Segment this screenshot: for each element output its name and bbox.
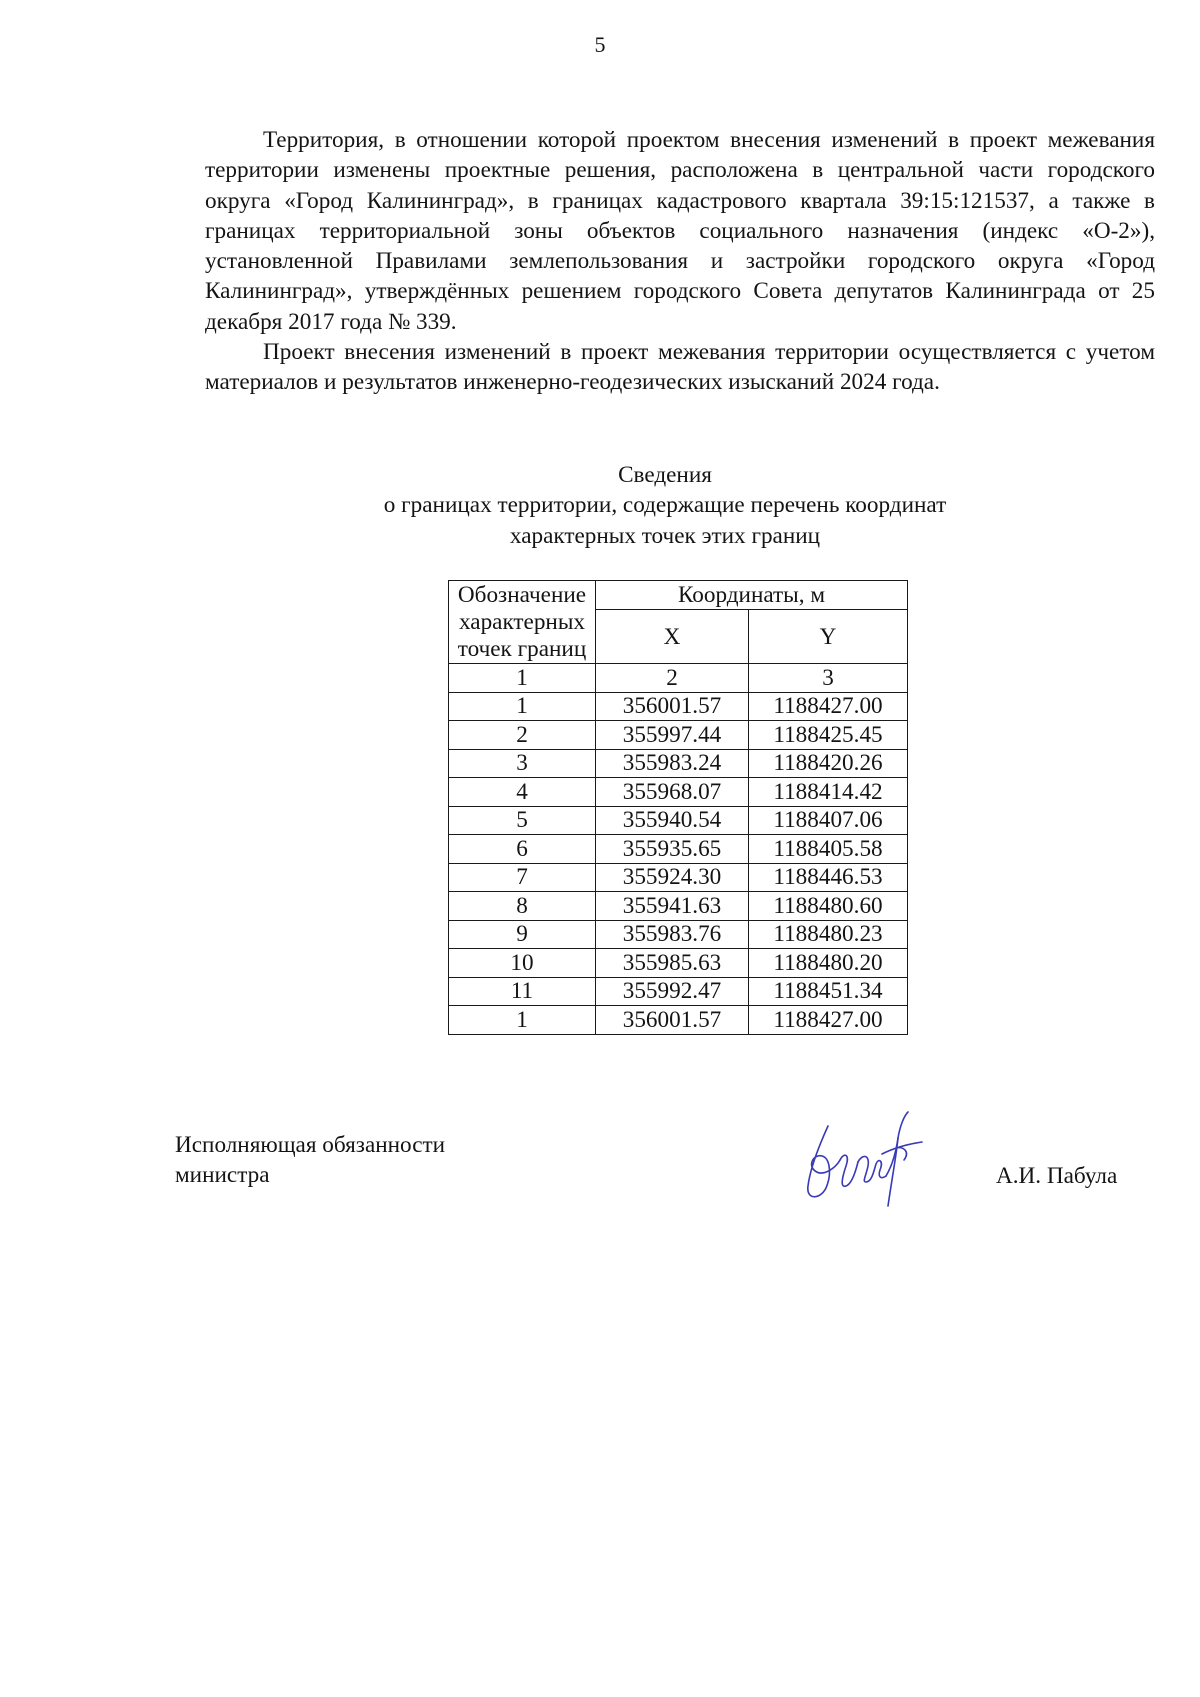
column-number: 3 xyxy=(749,664,908,693)
table-row xyxy=(449,692,908,721)
cell-x: 355935.65 xyxy=(596,835,749,864)
table-row xyxy=(449,835,908,864)
cell-y: 1188420.26 xyxy=(749,749,908,778)
cell-x: 355968.07 xyxy=(596,778,749,807)
signer-position-line-2: министра xyxy=(175,1162,270,1189)
body-text xyxy=(205,125,1155,398)
table-row xyxy=(449,1006,908,1035)
cell-y: 1188425.45 xyxy=(749,721,908,750)
table-row xyxy=(449,892,908,921)
cell-y: 1188405.58 xyxy=(749,835,908,864)
cell-y: 1188480.23 xyxy=(749,920,908,949)
coordinates-table-body xyxy=(449,581,908,1035)
header-point-designation: Обозначение характерных точек границ xyxy=(449,581,596,664)
signature-stroke xyxy=(808,1126,840,1197)
table-column-numbers-row xyxy=(449,664,908,693)
table-heading xyxy=(0,460,1200,551)
table-heading-line-2: о границах территории, содержащие перечень координат xyxy=(383,492,947,519)
cell-point: 4 xyxy=(449,778,596,807)
cell-y: 1188480.20 xyxy=(749,949,908,978)
cell-x: 355985.63 xyxy=(596,949,749,978)
header-x: X xyxy=(596,610,749,664)
paragraph-territory: Территория, в отношении которой проектом внесения изменений в проект межевания территории изменены проектные решения, расположена в центральной части городского округа «Город Калининград», в границах кадастрового квартала 39:15:121537, а также в границах территориальной зоны объектов социального назначения (индекс «О-2»), установленной Правилами землепользования и застройки городского округа «Город Калининград», утверждённых решением городского Совета депутатов Калининграда от 25 декабря 2017 года № 339. xyxy=(205,127,1155,335)
handwritten-signature xyxy=(800,1108,930,1214)
cell-x: 355983.76 xyxy=(596,920,749,949)
table-row xyxy=(449,863,908,892)
table-row xyxy=(449,778,908,807)
table-heading-line-1: Сведения xyxy=(618,462,712,488)
cell-point: 7 xyxy=(449,863,596,892)
signature-stroke xyxy=(858,1156,886,1182)
page-number: 5 xyxy=(594,32,606,57)
table-row xyxy=(449,721,908,750)
cell-point: 8 xyxy=(449,892,596,921)
cell-y: 1188427.00 xyxy=(749,1006,908,1035)
cell-x: 355924.30 xyxy=(596,863,749,892)
signature-stroke xyxy=(840,1155,858,1186)
cell-point: 6 xyxy=(449,835,596,864)
table-row xyxy=(449,806,908,835)
header-y: Y xyxy=(749,610,908,664)
cell-y: 1188427.00 xyxy=(749,692,908,721)
signer-position-line-1: Исполняющая обязанности xyxy=(175,1132,446,1158)
cell-x: 355997.44 xyxy=(596,721,749,750)
coordinates-table xyxy=(448,580,908,1035)
table-heading-line-3: характерных точек этих границ xyxy=(509,522,821,549)
table-row xyxy=(449,749,908,778)
cell-point: 3 xyxy=(449,749,596,778)
cell-point: 5 xyxy=(449,806,596,835)
signature-block xyxy=(175,1130,445,1191)
cell-y: 1188414.42 xyxy=(749,778,908,807)
cell-x: 355992.47 xyxy=(596,977,749,1006)
cell-point: 9 xyxy=(449,920,596,949)
cell-point: 1 xyxy=(449,1006,596,1035)
cell-x: 356001.57 xyxy=(596,1006,749,1035)
column-number: 1 xyxy=(449,664,596,693)
cell-y: 1188446.53 xyxy=(749,863,908,892)
table-header-row xyxy=(449,581,908,610)
table-row xyxy=(449,949,908,978)
cell-point: 11 xyxy=(449,977,596,1006)
cell-x: 355983.24 xyxy=(596,749,749,778)
cell-x: 356001.57 xyxy=(596,692,749,721)
cell-point: 1 xyxy=(449,692,596,721)
cell-x: 355940.54 xyxy=(596,806,749,835)
paragraph-project: Проект внесения изменений в проект межевания территории осуществляется с учетом материалов и результатов инженерно-геодезических изысканий 2024 года. xyxy=(205,339,1155,396)
cell-y: 1188407.06 xyxy=(749,806,908,835)
cell-point: 10 xyxy=(449,949,596,978)
cell-y: 1188480.60 xyxy=(749,892,908,921)
cell-y: 1188451.34 xyxy=(749,977,908,1006)
header-coordinates: Координаты, м xyxy=(596,581,908,610)
table-row xyxy=(449,977,908,1006)
cell-x: 355941.63 xyxy=(596,892,749,921)
signer-name: А.И. Пабула xyxy=(996,1163,1118,1189)
signature-stroke xyxy=(896,1148,906,1160)
cell-point: 2 xyxy=(449,721,596,750)
table-row xyxy=(449,920,908,949)
column-number: 2 xyxy=(596,664,749,693)
